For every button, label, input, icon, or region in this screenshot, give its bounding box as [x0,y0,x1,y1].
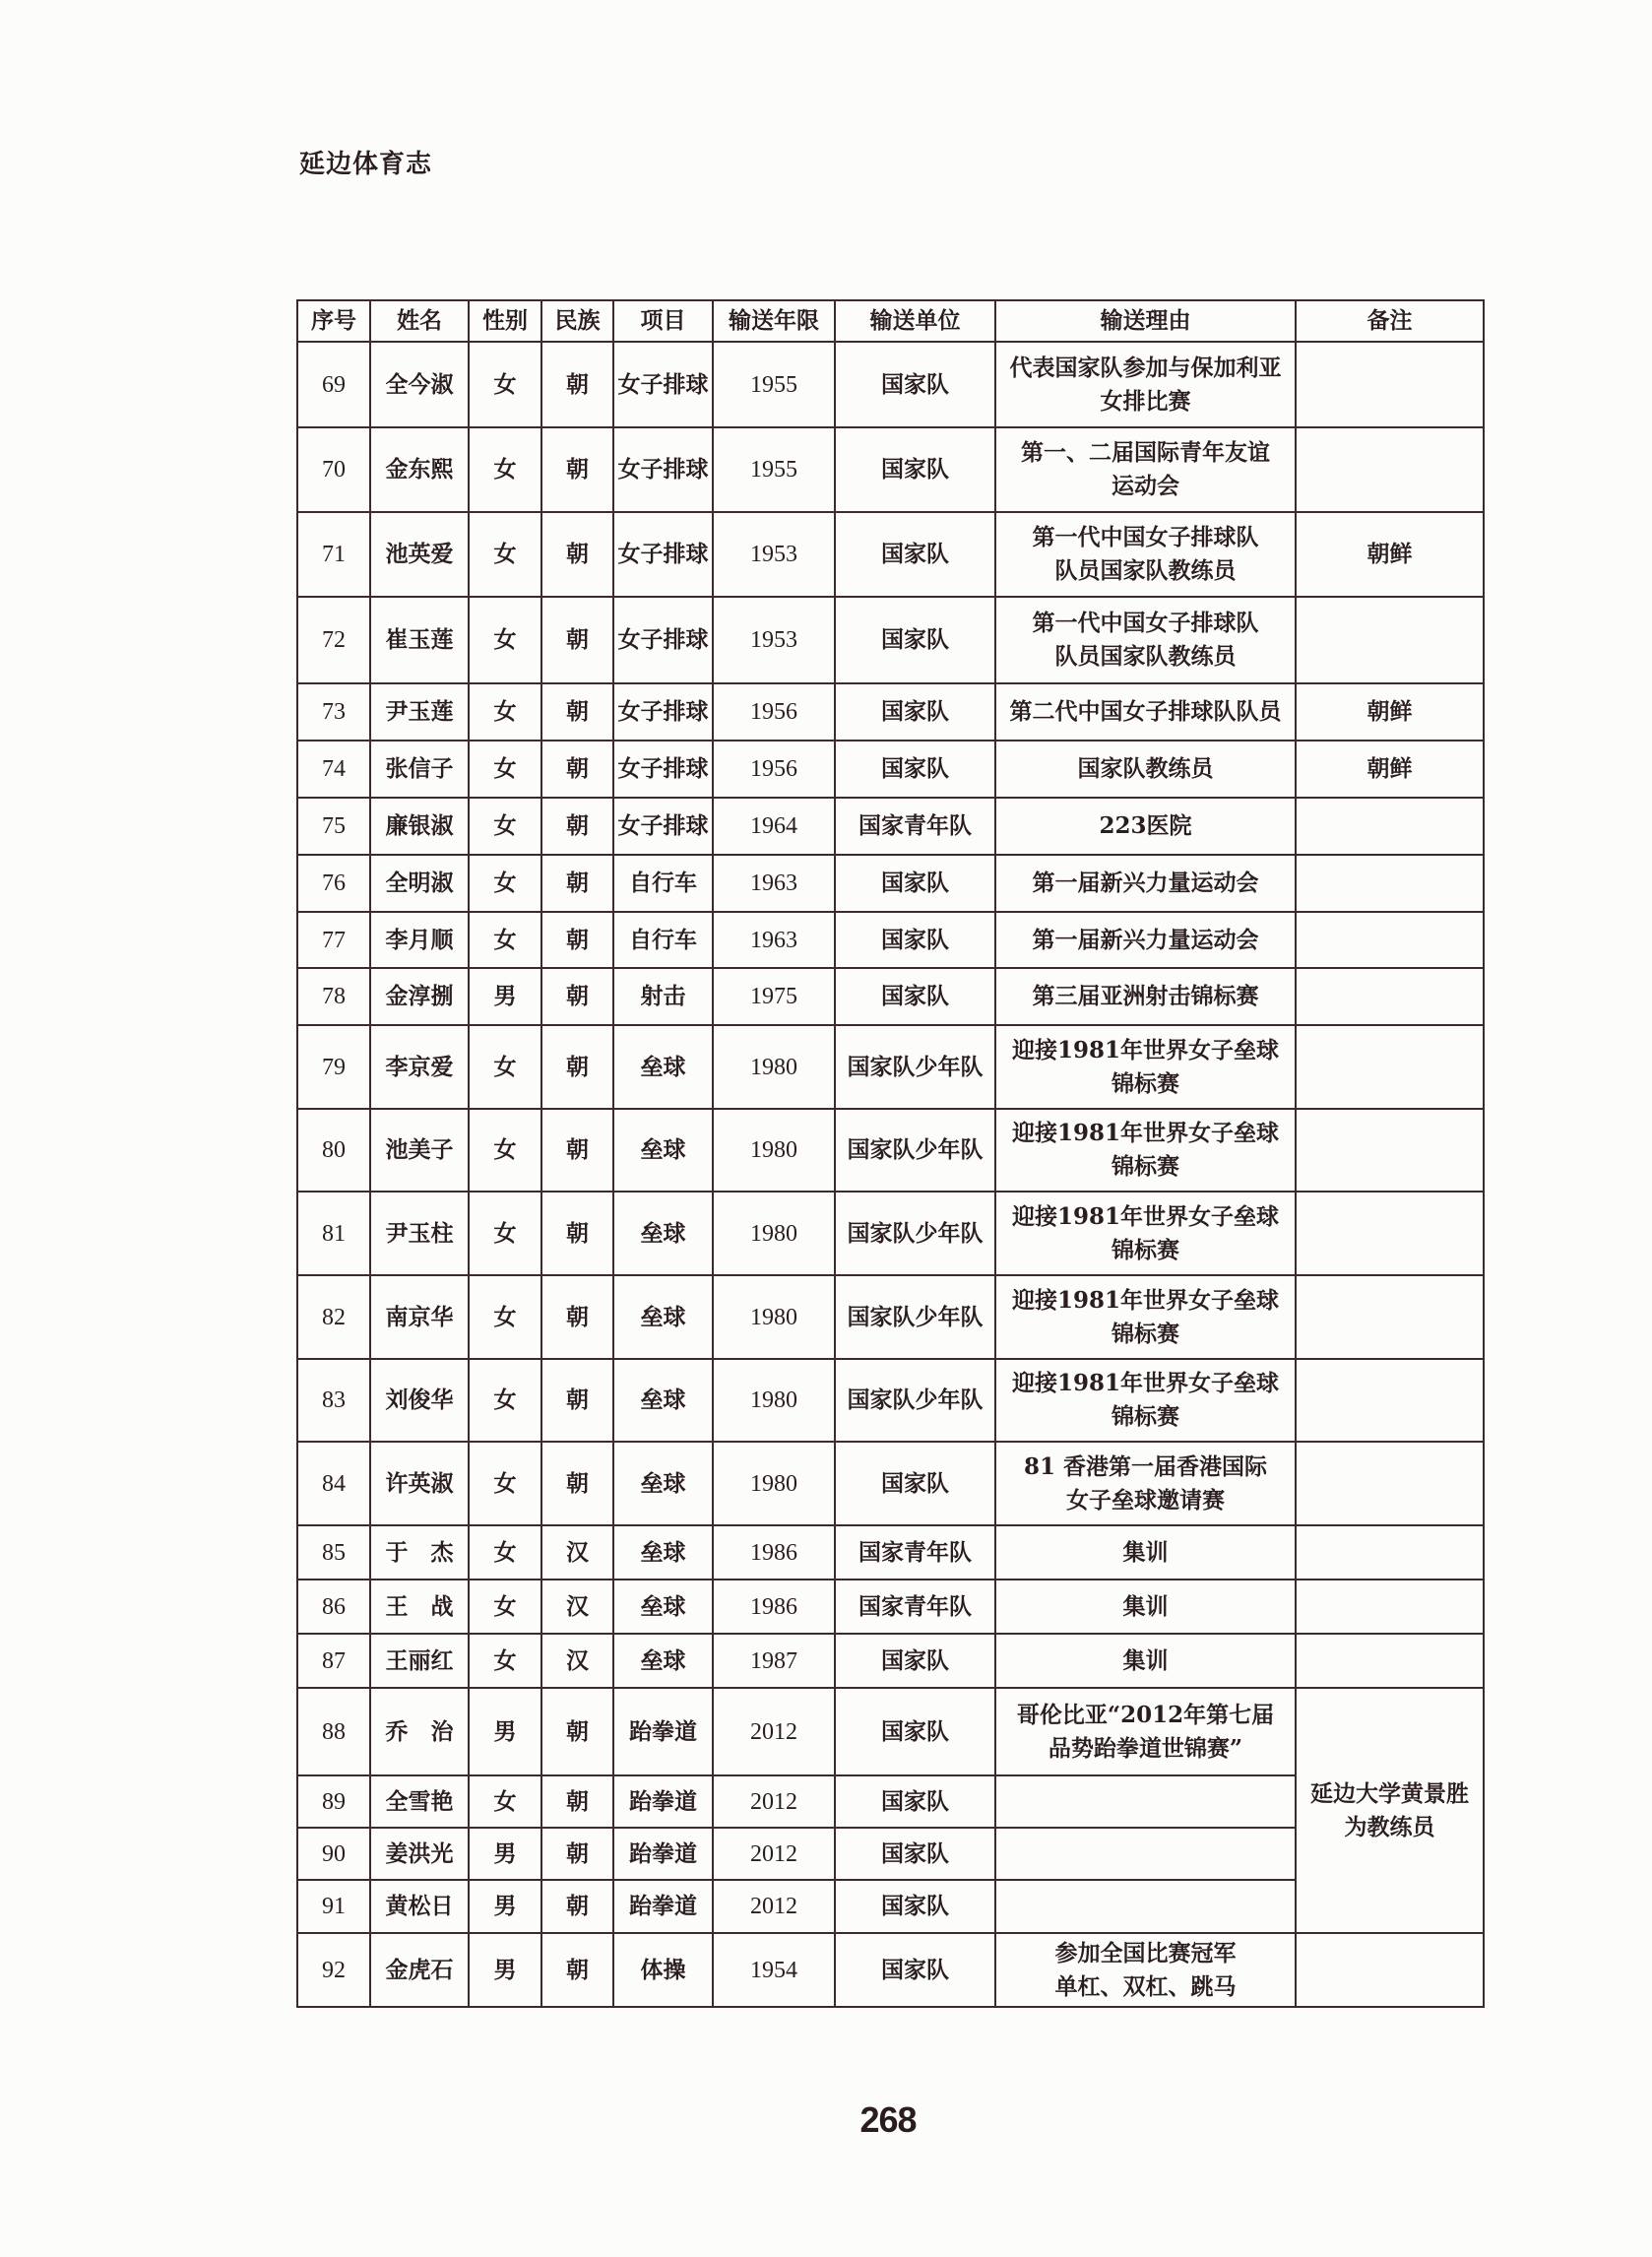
cell-ethnicity: 朝 [541,1828,613,1880]
cell-reason: 第一届新兴力量运动会 [995,912,1296,968]
cell-name: 王丽红 [370,1634,469,1688]
cell-remark [1296,1192,1484,1275]
cell-sex: 女 [469,741,541,798]
cell-unit: 国家青年队 [835,798,995,855]
column-header-reason: 输送理由 [995,300,1296,342]
cell-event: 女子排球 [613,427,713,512]
table-row [297,798,1484,855]
cell-reason: 81 香港第一届香港国际 女子垒球邀请赛 [995,1442,1296,1525]
cell-ethnicity: 朝 [541,1442,613,1525]
cell-sex: 女 [469,597,541,683]
cell-ethnicity: 朝 [541,741,613,798]
cell-remark [1296,1525,1484,1580]
cell-ethnicity: 朝 [541,597,613,683]
table-row [297,741,1484,798]
cell-ethnicity: 朝 [541,1933,613,2007]
cell-ethnicity: 朝 [541,968,613,1025]
page-number: 268 [859,2099,917,2140]
cell-event: 垒球 [613,1025,713,1109]
cell-ethnicity: 朝 [541,427,613,512]
cell-ethnicity: 朝 [541,1109,613,1192]
cell-year: 1980 [713,1359,835,1442]
cell-year: 1980 [713,1192,835,1275]
table-row [297,342,1484,427]
cell-sex: 女 [469,1580,541,1634]
cell-event: 垒球 [613,1634,713,1688]
cell-ethnicity: 朝 [541,1688,613,1775]
cell-event: 女子排球 [613,741,713,798]
cell-reason: 哥伦比亚“2012年第七届 品势跆拳道世锦赛” [995,1688,1296,1775]
cell-name: 南京华 [370,1275,469,1359]
cell-event: 垒球 [613,1109,713,1192]
cell-no: 84 [297,1442,370,1525]
cell-sex: 女 [469,1775,541,1828]
cell-event: 垒球 [613,1580,713,1634]
cell-name: 刘俊华 [370,1359,469,1442]
cell-sex: 女 [469,1525,541,1580]
cell-year: 2012 [713,1775,835,1828]
cell-ethnicity: 朝 [541,512,613,597]
cell-no: 83 [297,1359,370,1442]
cell-no: 70 [297,427,370,512]
cell-year: 1963 [713,912,835,968]
table-row [297,855,1484,912]
cell-sex: 女 [469,512,541,597]
cell-remark [1296,1275,1484,1359]
cell-name: 李京爱 [370,1025,469,1109]
cell-no: 74 [297,741,370,798]
cell-reason [995,1828,1296,1880]
cell-ethnicity: 汉 [541,1525,613,1580]
cell-reason: 第一、二届国际青年友谊 运动会 [995,427,1296,512]
cell-sex: 男 [469,1880,541,1933]
cell-name: 尹玉莲 [370,683,469,741]
cell-name: 张信子 [370,741,469,798]
cell-reason: 迎接1981年世界女子垒球 锦标赛 [995,1359,1296,1442]
cell-ethnicity: 朝 [541,912,613,968]
table-row [297,912,1484,968]
cell-remark [1296,968,1484,1025]
cell-no: 75 [297,798,370,855]
cell-reason [995,1880,1296,1933]
cell-unit: 国家队少年队 [835,1109,995,1192]
column-header-no: 序号 [297,300,370,342]
table-row [297,1025,1484,1109]
cell-reason: 集训 [995,1525,1296,1580]
cell-no: 91 [297,1880,370,1933]
cell-remark [1296,1634,1484,1688]
cell-ethnicity: 朝 [541,1275,613,1359]
cell-sex: 女 [469,683,541,741]
cell-unit: 国家队 [835,427,995,512]
cell-reason: 223医院 [995,798,1296,855]
cell-no: 86 [297,1580,370,1634]
table-row [297,1442,1484,1525]
cell-name: 于 杰 [370,1525,469,1580]
cell-event: 体操 [613,1933,713,2007]
cell-no: 89 [297,1775,370,1828]
cell-name: 王 战 [370,1580,469,1634]
cell-reason: 参加全国比赛冠军 单杠、双杠、跳马 [995,1933,1296,2007]
cell-event: 自行车 [613,912,713,968]
cell-reason: 迎接1981年世界女子垒球 锦标赛 [995,1275,1296,1359]
cell-remark [1296,912,1484,968]
cell-sex: 男 [469,1828,541,1880]
cell-no: 85 [297,1525,370,1580]
cell-year: 1980 [713,1025,835,1109]
cell-remark: 延边大学黄景胜 为教练员 [1296,1688,1484,1933]
cell-name: 池英爱 [370,512,469,597]
table-row [297,1359,1484,1442]
cell-remark [1296,798,1484,855]
cell-year: 1953 [713,597,835,683]
cell-remark [1296,1442,1484,1525]
cell-unit: 国家队 [835,1688,995,1775]
cell-reason: 第一届新兴力量运动会 [995,855,1296,912]
cell-year: 1980 [713,1442,835,1525]
cell-reason: 集训 [995,1580,1296,1634]
cell-reason: 迎接1981年世界女子垒球 锦标赛 [995,1192,1296,1275]
cell-year: 1955 [713,342,835,427]
cell-remark [1296,342,1484,427]
cell-sex: 女 [469,1275,541,1359]
cell-name: 乔 治 [370,1688,469,1775]
cell-name: 全明淑 [370,855,469,912]
cell-event: 垒球 [613,1525,713,1580]
table-row [297,1688,1484,1775]
cell-unit: 国家队 [835,1880,995,1933]
cell-reason: 第二代中国女子排球队队员 [995,683,1296,741]
cell-unit: 国家队少年队 [835,1275,995,1359]
cell-ethnicity: 汉 [541,1634,613,1688]
cell-year: 1986 [713,1525,835,1580]
athlete-roster-table [296,299,1485,2008]
cell-ethnicity: 朝 [541,855,613,912]
cell-sex: 男 [469,1933,541,2007]
cell-sex: 女 [469,1192,541,1275]
cell-reason: 集训 [995,1634,1296,1688]
cell-remark: 朝鲜 [1296,741,1484,798]
cell-event: 垒球 [613,1359,713,1442]
cell-remark [1296,855,1484,912]
cell-name: 许英淑 [370,1442,469,1525]
cell-sex: 女 [469,855,541,912]
cell-year: 1956 [713,741,835,798]
cell-event: 跆拳道 [613,1775,713,1828]
table-row [297,683,1484,741]
cell-reason: 第一代中国女子排球队 队员国家队教练员 [995,512,1296,597]
column-header-name: 姓名 [370,300,469,342]
cell-no: 78 [297,968,370,1025]
cell-unit: 国家队 [835,1775,995,1828]
cell-sex: 女 [469,1109,541,1192]
cell-no: 81 [297,1192,370,1275]
cell-remark [1296,1359,1484,1442]
cell-event: 女子排球 [613,683,713,741]
cell-no: 82 [297,1275,370,1359]
cell-no: 80 [297,1109,370,1192]
column-header-year: 输送年限 [713,300,835,342]
cell-ethnicity: 朝 [541,1880,613,1933]
cell-no: 73 [297,683,370,741]
cell-unit: 国家队少年队 [835,1192,995,1275]
cell-remark [1296,1933,1484,2007]
table-header-row [297,300,1484,342]
cell-unit: 国家队 [835,912,995,968]
cell-event: 垒球 [613,1442,713,1525]
cell-year: 1980 [713,1109,835,1192]
cell-event: 垒球 [613,1275,713,1359]
cell-event: 女子排球 [613,342,713,427]
cell-reason [995,1775,1296,1828]
table-row [297,968,1484,1025]
cell-sex: 女 [469,798,541,855]
cell-event: 跆拳道 [613,1828,713,1880]
cell-ethnicity: 朝 [541,683,613,741]
cell-event: 女子排球 [613,597,713,683]
table-body [297,342,1484,2007]
cell-year: 1963 [713,855,835,912]
cell-unit: 国家队 [835,855,995,912]
cell-unit: 国家队 [835,1442,995,1525]
table-row [297,512,1484,597]
cell-year: 1987 [713,1634,835,1688]
cell-ethnicity: 朝 [541,1192,613,1275]
cell-ethnicity: 汉 [541,1580,613,1634]
cell-unit: 国家队 [835,741,995,798]
cell-no: 92 [297,1933,370,2007]
cell-event: 射击 [613,968,713,1025]
cell-ethnicity: 朝 [541,342,613,427]
cell-year: 1953 [713,512,835,597]
column-header-event: 项目 [613,300,713,342]
cell-remark [1296,1580,1484,1634]
cell-name: 金虎石 [370,1933,469,2007]
cell-sex: 女 [469,427,541,512]
cell-name: 黄松日 [370,1880,469,1933]
cell-reason: 国家队教练员 [995,741,1296,798]
cell-unit: 国家队 [835,1828,995,1880]
cell-no: 88 [297,1688,370,1775]
cell-name: 姜洪光 [370,1828,469,1880]
cell-sex: 女 [469,1442,541,1525]
cell-year: 2012 [713,1828,835,1880]
cell-name: 全今淑 [370,342,469,427]
cell-name: 李月顺 [370,912,469,968]
cell-unit: 国家队少年队 [835,1359,995,1442]
cell-no: 69 [297,342,370,427]
cell-sex: 女 [469,1359,541,1442]
cell-name: 尹玉柱 [370,1192,469,1275]
cell-name: 金东熙 [370,427,469,512]
cell-unit: 国家队 [835,512,995,597]
cell-year: 2012 [713,1880,835,1933]
cell-no: 71 [297,512,370,597]
cell-ethnicity: 朝 [541,1025,613,1109]
cell-no: 87 [297,1634,370,1688]
cell-ethnicity: 朝 [541,798,613,855]
cell-unit: 国家队 [835,968,995,1025]
cell-name: 全雪艳 [370,1775,469,1828]
table-row [297,1933,1484,2007]
cell-sex: 女 [469,342,541,427]
cell-year: 1975 [713,968,835,1025]
table-row [297,1525,1484,1580]
cell-no: 76 [297,855,370,912]
cell-reason: 第三届亚洲射击锦标赛 [995,968,1296,1025]
cell-ethnicity: 朝 [541,1359,613,1442]
cell-event: 垒球 [613,1192,713,1275]
cell-reason: 第一代中国女子排球队 队员国家队教练员 [995,597,1296,683]
cell-unit: 国家队 [835,1933,995,2007]
cell-remark [1296,1109,1484,1192]
table-row [297,1580,1484,1634]
cell-no: 77 [297,912,370,968]
cell-year: 1986 [713,1580,835,1634]
column-header-unit: 输送单位 [835,300,995,342]
cell-name: 池美子 [370,1109,469,1192]
cell-event: 自行车 [613,855,713,912]
cell-reason: 迎接1981年世界女子垒球 锦标赛 [995,1109,1296,1192]
cell-reason: 代表国家队参加与保加利亚 女排比赛 [995,342,1296,427]
cell-sex: 女 [469,912,541,968]
cell-unit: 国家青年队 [835,1580,995,1634]
cell-name: 崔玉莲 [370,597,469,683]
cell-unit: 国家队 [835,1634,995,1688]
cell-year: 1954 [713,1933,835,2007]
cell-name: 金淳捌 [370,968,469,1025]
cell-event: 女子排球 [613,512,713,597]
cell-no: 90 [297,1828,370,1880]
cell-ethnicity: 朝 [541,1775,613,1828]
cell-no: 72 [297,597,370,683]
table-row [297,1192,1484,1275]
cell-sex: 男 [469,1688,541,1775]
column-header-sex: 性别 [469,300,541,342]
cell-unit: 国家队 [835,342,995,427]
cell-sex: 女 [469,1025,541,1109]
cell-year: 1980 [713,1275,835,1359]
book-title: 延边体育志 [299,150,433,179]
cell-no: 79 [297,1025,370,1109]
cell-unit: 国家队 [835,597,995,683]
cell-sex: 男 [469,968,541,1025]
cell-name: 廉银淑 [370,798,469,855]
cell-remark: 朝鲜 [1296,683,1484,741]
table-row [297,427,1484,512]
cell-unit: 国家队少年队 [835,1025,995,1109]
table-row [297,1275,1484,1359]
cell-unit: 国家青年队 [835,1525,995,1580]
cell-remark [1296,427,1484,512]
cell-remark [1296,597,1484,683]
cell-reason: 迎接1981年世界女子垒球 锦标赛 [995,1025,1296,1109]
cell-year: 1956 [713,683,835,741]
table-row [297,1109,1484,1192]
cell-event: 跆拳道 [613,1688,713,1775]
table-row [297,1634,1484,1688]
cell-unit: 国家队 [835,683,995,741]
cell-year: 1964 [713,798,835,855]
cell-remark: 朝鲜 [1296,512,1484,597]
cell-event: 跆拳道 [613,1880,713,1933]
column-header-remark: 备注 [1296,300,1484,342]
cell-remark [1296,1025,1484,1109]
cell-year: 1955 [713,427,835,512]
table-row [297,597,1484,683]
cell-event: 女子排球 [613,798,713,855]
column-header-ethnicity: 民族 [541,300,613,342]
cell-year: 2012 [713,1688,835,1775]
cell-sex: 女 [469,1634,541,1688]
